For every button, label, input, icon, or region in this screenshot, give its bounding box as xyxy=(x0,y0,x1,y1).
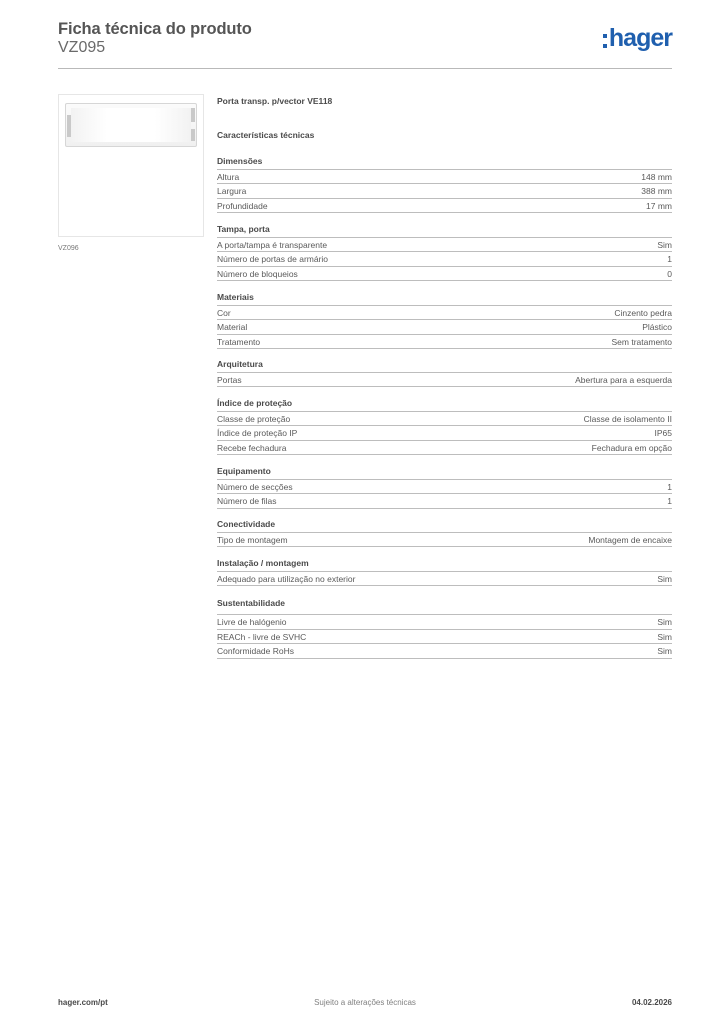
page-title: Ficha técnica do produto xyxy=(58,20,252,38)
section-title: Instalação / montagem xyxy=(217,558,309,568)
spec-value: Classe de isolamento II xyxy=(583,413,672,424)
spec-row xyxy=(217,493,672,508)
spec-value: 1 xyxy=(667,481,672,492)
section-title: Dimensões xyxy=(217,156,263,166)
spec-value: Sim xyxy=(657,573,672,584)
section-divider xyxy=(217,454,672,455)
spec-row xyxy=(217,169,672,184)
page-footer xyxy=(58,998,672,1012)
spec-value: Sim xyxy=(657,631,672,642)
spec-label: Número de portas de armário xyxy=(217,254,329,265)
product-image xyxy=(58,94,204,237)
section-title: Sustentabilidade xyxy=(217,598,286,608)
spec-value: Fechadura em opção xyxy=(591,442,672,453)
spec-label: Tratamento xyxy=(217,336,261,347)
logo-text: hager xyxy=(608,24,672,52)
spec-value: Montagem de encaixe xyxy=(588,534,672,545)
page-header xyxy=(58,20,672,70)
spec-value: 0 xyxy=(667,268,672,279)
spec-row xyxy=(217,251,672,266)
spec-row xyxy=(217,425,672,440)
spec-label: Tipo de montagem xyxy=(217,534,288,545)
section-divider xyxy=(217,280,672,281)
spec-row xyxy=(217,532,672,547)
spec-label: Classe de proteção xyxy=(217,413,291,424)
spec-label: Portas xyxy=(217,374,242,385)
spec-label: Adequado para utilização no exterior xyxy=(217,573,356,584)
header-divider xyxy=(58,68,672,69)
spec-row xyxy=(217,319,672,334)
spec-label: Conformidade RoHs xyxy=(217,646,295,657)
spec-row xyxy=(217,237,672,252)
product-reference: VZ095 xyxy=(58,39,106,56)
spec-row xyxy=(217,334,672,349)
section-title: Tampa, porta xyxy=(217,224,270,234)
spec-row xyxy=(217,479,672,494)
spec-label: REACh - livre de SVHC xyxy=(217,631,307,642)
section-divider xyxy=(217,585,672,586)
tech-characteristics-heading: Características técnicas xyxy=(217,130,315,140)
spec-value: Sim xyxy=(657,617,672,627)
spec-value: 388 mm xyxy=(641,186,672,197)
spec-row xyxy=(217,372,672,387)
spec-value: 1 xyxy=(667,496,672,507)
spec-row xyxy=(217,629,672,644)
spec-row xyxy=(217,266,672,281)
spec-value: Sim xyxy=(657,239,672,250)
spec-label: A porta/tampa é transparente xyxy=(217,239,328,250)
spec-label: Índice de proteção IP xyxy=(217,428,298,439)
spec-row xyxy=(217,198,672,213)
product-name: Porta transp. p/vector VE118 xyxy=(217,96,333,106)
spec-label: Cor xyxy=(217,307,231,318)
spec-row xyxy=(217,440,672,455)
image-caption: VZ096 xyxy=(58,245,79,252)
brand-logo xyxy=(603,26,672,51)
spec-row xyxy=(217,305,672,320)
spec-label: Altura xyxy=(217,171,240,182)
section-title: Materiais xyxy=(217,292,254,302)
spec-label: Recebe fechadura xyxy=(217,442,287,453)
section-divider xyxy=(217,348,672,349)
product-door-illustration xyxy=(65,103,197,147)
spec-value: Sem tratamento xyxy=(611,336,672,347)
section-divider xyxy=(217,658,672,659)
section-title: Arquitetura xyxy=(217,359,263,369)
spec-label: Largura xyxy=(217,186,247,197)
spec-row xyxy=(217,571,672,586)
spec-value: 148 mm xyxy=(641,171,672,182)
footer-website: hager.com/pt xyxy=(58,998,108,1007)
spec-label: Material xyxy=(217,322,248,333)
spec-label: Número de secções xyxy=(217,481,293,492)
section-title: Conectividade xyxy=(217,519,276,529)
section-divider xyxy=(217,546,672,547)
spec-row xyxy=(217,183,672,198)
spec-value: Sim xyxy=(657,646,672,657)
section-divider xyxy=(217,508,672,509)
spec-row xyxy=(217,411,672,426)
spec-value: 17 mm xyxy=(646,200,672,211)
section-title: Equipamento xyxy=(217,466,271,476)
logo-dots-icon xyxy=(603,34,607,48)
spec-value: IP65 xyxy=(654,428,672,439)
footer-date: 04.02.2026 xyxy=(631,998,672,1007)
section-title: Índice de proteção xyxy=(217,398,293,408)
spec-value: 1 xyxy=(667,254,672,265)
spec-value: Abertura para a esquerda xyxy=(575,374,672,385)
spec-value: Cinzento pedra xyxy=(614,307,672,318)
section-divider xyxy=(217,386,672,387)
spec-row xyxy=(217,643,672,658)
spec-row xyxy=(217,614,672,629)
spec-label: Número de bloqueios xyxy=(217,268,298,279)
section-divider xyxy=(217,212,672,213)
spec-value: Plástico xyxy=(642,322,672,333)
footer-notice: Sujeito a alterações técnicas xyxy=(314,998,416,1007)
spec-label: Livre de halógenio xyxy=(217,617,287,627)
spec-label: Profundidade xyxy=(217,200,268,211)
spec-label: Número de filas xyxy=(217,496,277,507)
